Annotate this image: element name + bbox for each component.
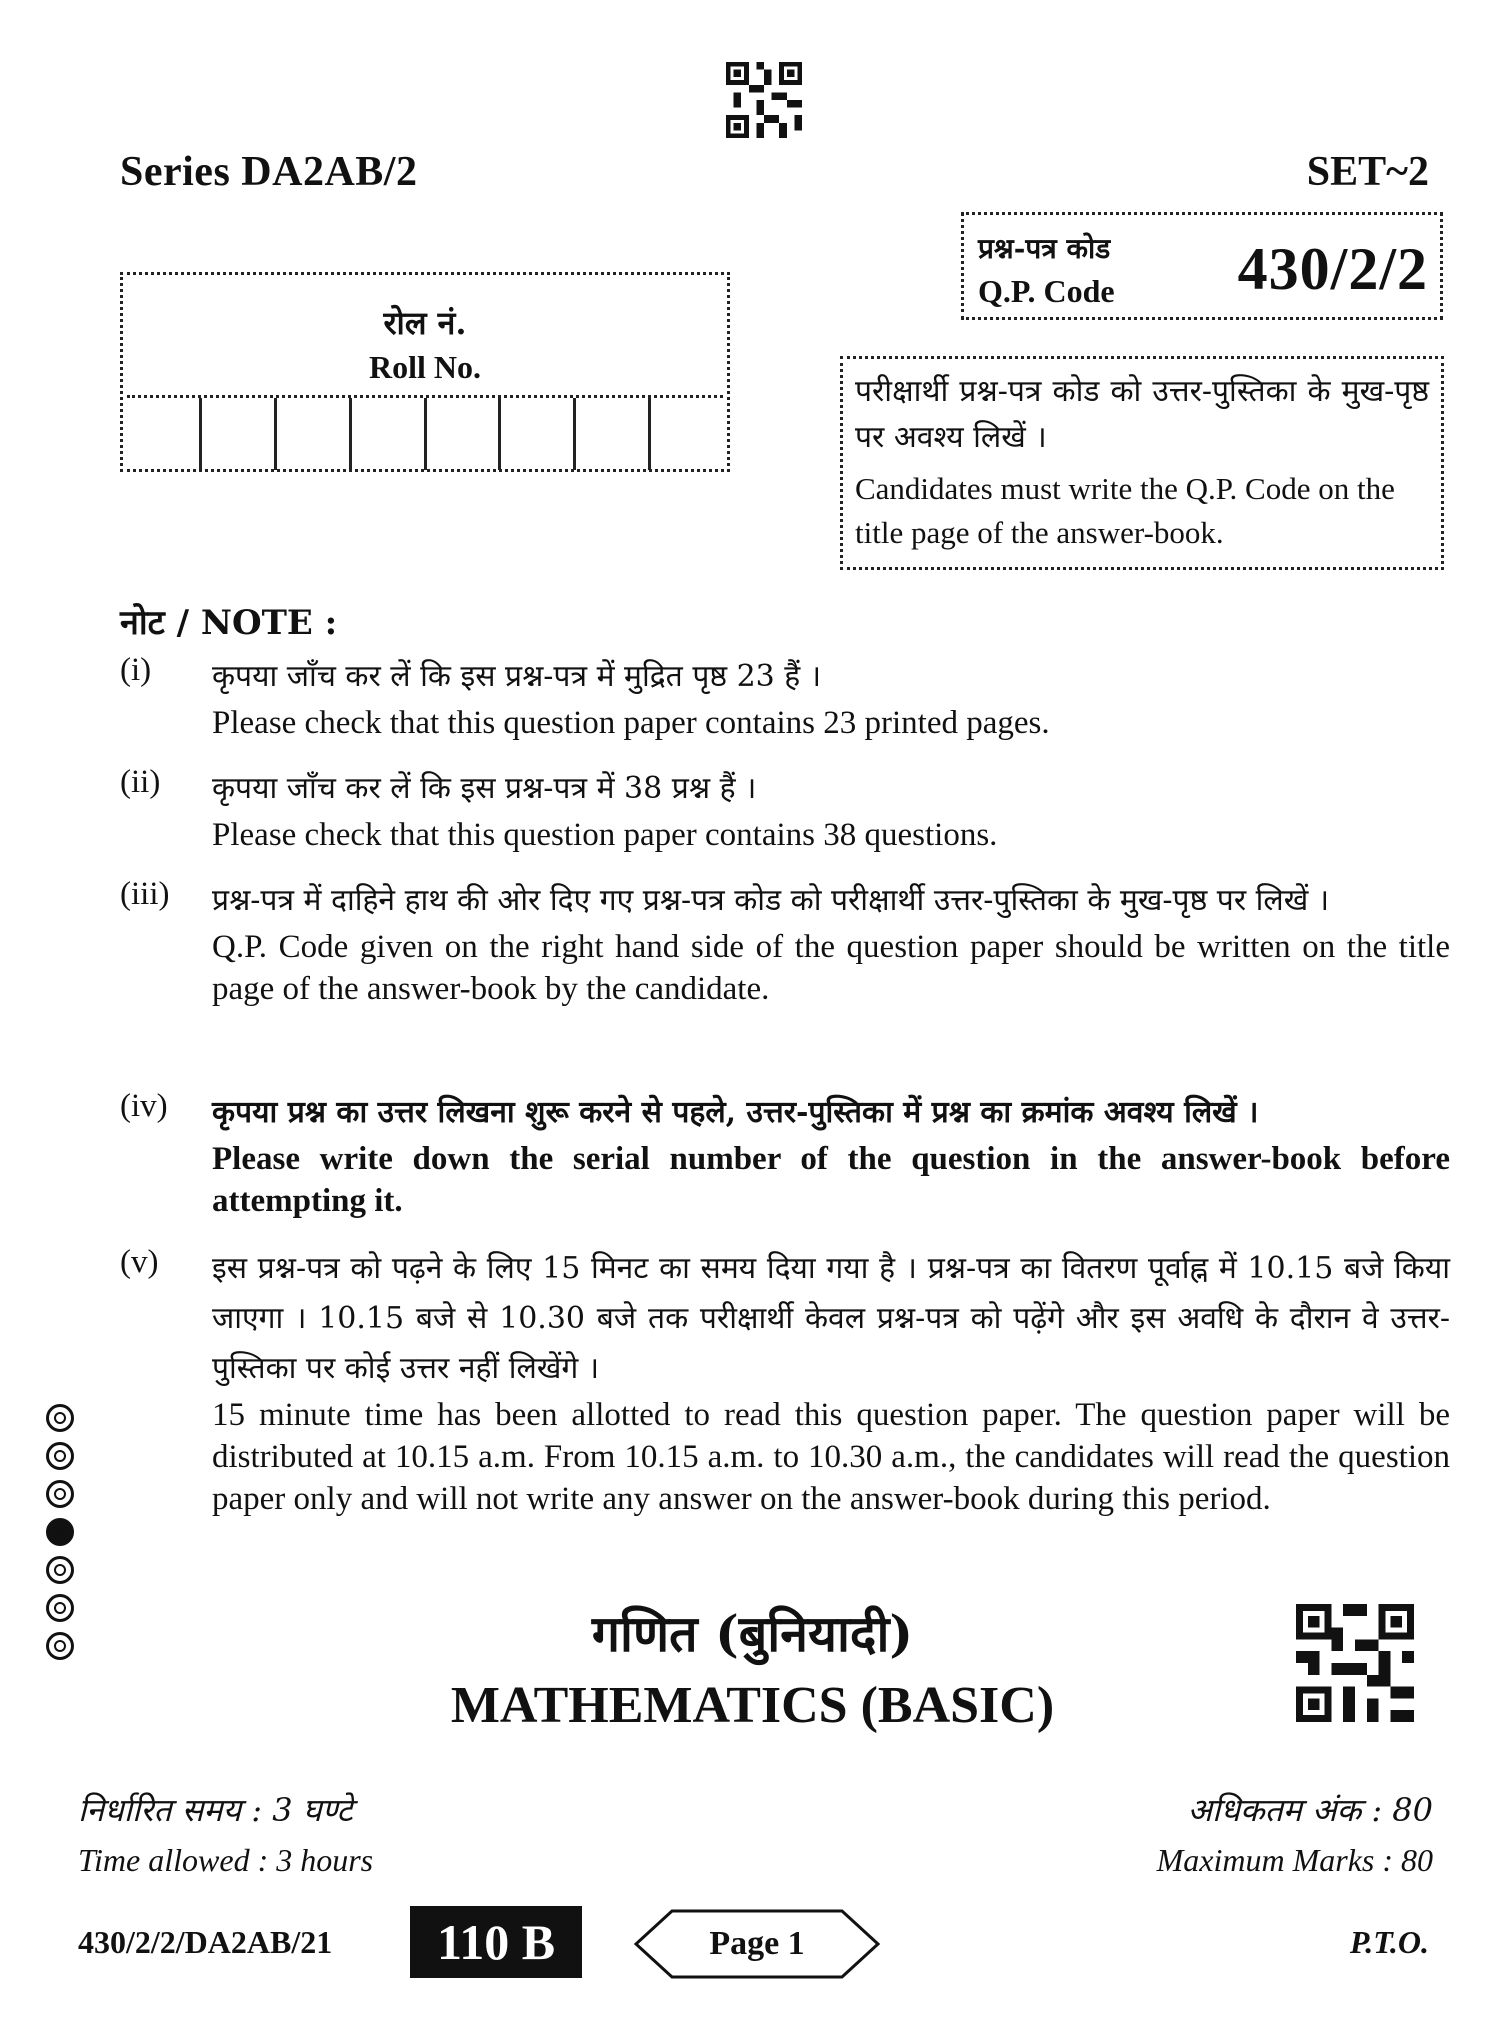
qr-code-top bbox=[724, 62, 804, 138]
roll-label: Roll No. bbox=[369, 349, 481, 385]
note-item bbox=[120, 764, 1450, 856]
note-number: (i) bbox=[120, 652, 152, 688]
set-label: SET~2 bbox=[1306, 149, 1429, 195]
qr-code-subject bbox=[1296, 1604, 1414, 1722]
note-number: (v) bbox=[120, 1244, 159, 1280]
note-text-english: Please check that this question paper contains 23 printed pages. bbox=[212, 705, 1050, 741]
roll-number-box bbox=[120, 272, 730, 472]
filled-circle-icon bbox=[46, 1518, 74, 1546]
circle-icon bbox=[46, 1404, 74, 1432]
roll-number-cell[interactable] bbox=[501, 398, 576, 470]
page-number: Page 1 bbox=[709, 1925, 805, 1962]
paper-code: 430/2/2/DA2AB/21 bbox=[78, 1924, 333, 1960]
circle-icon bbox=[46, 1442, 74, 1470]
roll-number-cells bbox=[127, 395, 723, 470]
pto-label: P.T.O. bbox=[1349, 1924, 1429, 1960]
note-item bbox=[120, 1244, 1450, 1520]
maximum-marks-hindi: अधिकतम अंक : 80 bbox=[1187, 1791, 1433, 1829]
qp-code-label-hindi: प्रश्न-पत्र कोड bbox=[978, 232, 1111, 265]
note-number: (iv) bbox=[120, 1088, 168, 1124]
roll-number-cell[interactable] bbox=[277, 398, 352, 470]
note-text-hindi: कृपया जाँच कर लें कि इस प्रश्न-पत्र में 38 प्रश्न हैं । bbox=[212, 771, 757, 806]
paper-badge: 110 B bbox=[410, 1906, 582, 1978]
note-text-hindi: इस प्रश्न-पत्र को पढ़ने के लिए 15 मिनट का समय दिया गया है । प्रश्न-पत्र का वितरण पूर्वाह्न में 10.15 बजे किया जाएगा । 10.15 बजे से 10.30 बजे तक परीक्षार्थी केवल प्रश्न-पत्र को पढ़ेंगे और इस अवधि के दौरान वे उत्तर-पुस्तिका पर कोई उत्तर नहीं लिखेंगे । bbox=[212, 1251, 1450, 1386]
note-number: (iii) bbox=[120, 876, 170, 912]
note-heading: नोट / NOTE : bbox=[120, 603, 338, 643]
subject-title-hindi: गणित (बुनियादी) bbox=[591, 1604, 914, 1663]
note-text-hindi: कृपया जाँच कर लें कि इस प्रश्न-पत्र में मुद्रित पृष्ठ 23 हैं । bbox=[212, 659, 822, 694]
note-item bbox=[120, 876, 1450, 1010]
qp-code-label: Q.P. Code bbox=[978, 273, 1115, 309]
note-text-hindi: कृपया प्रश्न का उत्तर लिखना शुरू करने से पहले, उत्तर-पुस्तिका में प्रश्न का क्रमांक अवश्य लिखें । bbox=[212, 1095, 1259, 1130]
roll-number-cell[interactable] bbox=[127, 398, 202, 470]
time-allowed: Time allowed : 3 hours bbox=[78, 1842, 374, 1878]
note-number: (ii) bbox=[120, 764, 161, 800]
roll-number-cell[interactable] bbox=[202, 398, 277, 470]
subject-title: MATHEMATICS (BASIC) bbox=[450, 1677, 1055, 1734]
circle-icon bbox=[46, 1480, 74, 1508]
note-text-english: 15 minute time has been allotted to read this question paper. The question paper will be distributed at 10.15 a.m. From 10.15 a.m. to 10.30 a.m., the candidates will read the question paper only and will not write any answer on the answer-book during this period. bbox=[212, 1397, 1450, 1517]
candidate-instruction-box bbox=[840, 356, 1444, 570]
candidate-instruction-english: Candidates must write the Q.P. Code on the title page of the answer-book. bbox=[855, 471, 1395, 550]
qp-code-box bbox=[961, 212, 1443, 320]
qp-code-value: 430/2/2 bbox=[1237, 236, 1428, 302]
roll-number-cell[interactable] bbox=[651, 398, 723, 470]
time-allowed-hindi: निर्धारित समय : 3 घण्टे bbox=[78, 1791, 353, 1829]
note-text-english: Please write down the serial number of the question in the answer-book before attempting it. bbox=[212, 1141, 1450, 1219]
note-item bbox=[120, 1088, 1450, 1222]
note-item bbox=[120, 652, 1450, 744]
roll-number-cell[interactable] bbox=[427, 398, 502, 470]
circle-icon bbox=[46, 1556, 74, 1584]
roll-number-cell[interactable] bbox=[352, 398, 427, 470]
note-text-hindi: प्रश्न-पत्र में दाहिने हाथ की ओर दिए गए प्रश्न-पत्र कोड को परीक्षार्थी उत्तर-पुस्तिका के मुख-पृष्ठ पर लिखें । bbox=[212, 883, 1330, 918]
candidate-instruction-hindi: परीक्षार्थी प्रश्न-पत्र कोड को उत्तर-पुस्तिका के मुख-पृष्ठ पर अवश्य लिखें । bbox=[855, 374, 1429, 455]
roll-number-cell[interactable] bbox=[576, 398, 651, 470]
roll-label-hindi: रोल नं. bbox=[383, 304, 467, 342]
note-text-english: Please check that this question paper contains 38 questions. bbox=[212, 817, 998, 853]
maximum-marks: Maximum Marks : 80 bbox=[1156, 1842, 1433, 1878]
note-text-english: Q.P. Code given on the right hand side of the question paper should be written on the title page of the answer-book by the candidate. bbox=[212, 929, 1450, 1007]
series-label: Series DA2AB/2 bbox=[120, 149, 418, 195]
